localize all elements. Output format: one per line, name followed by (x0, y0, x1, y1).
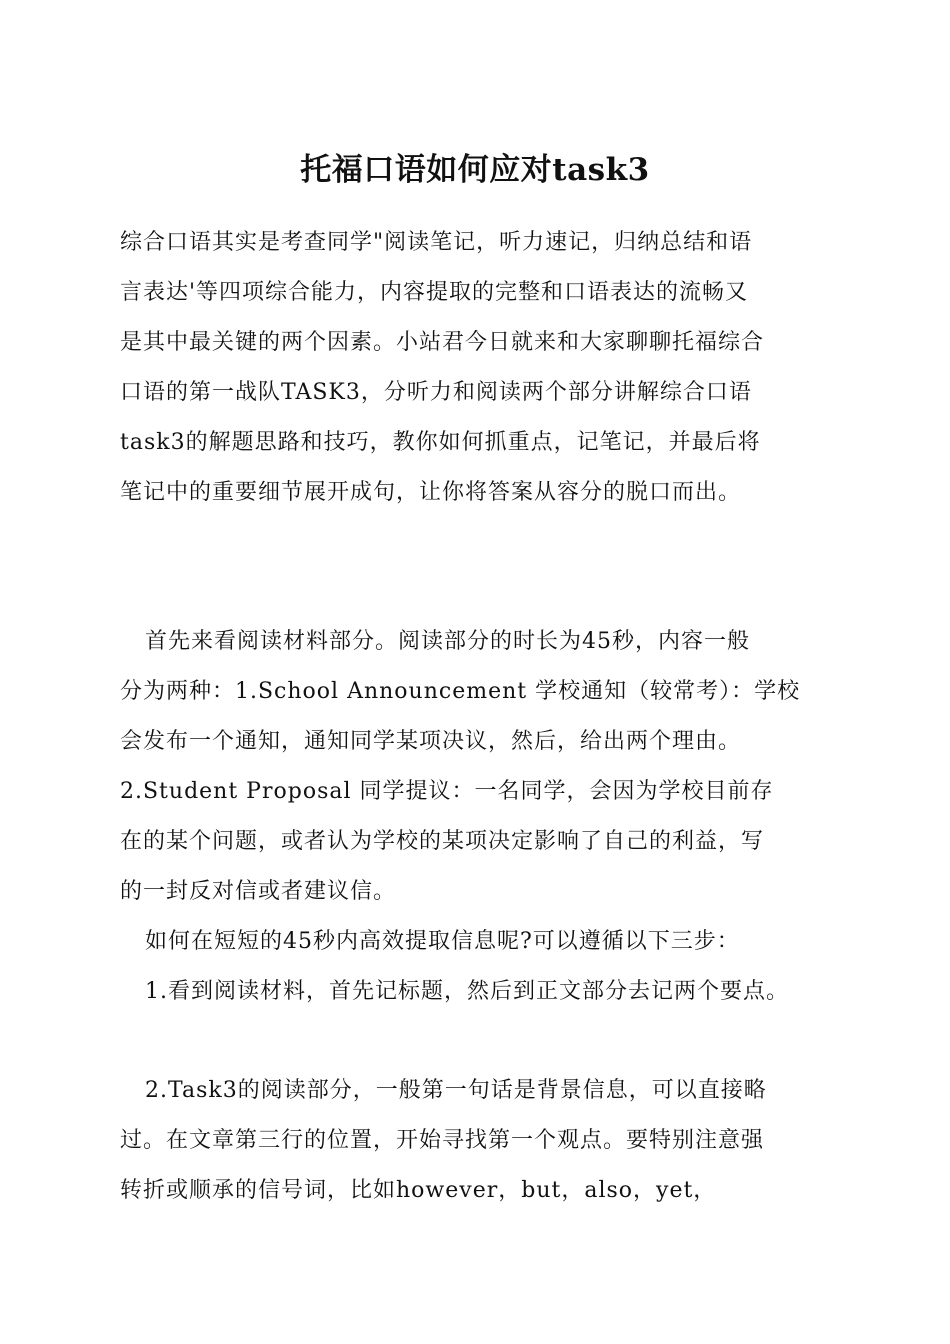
intro-paragraph (120, 218, 840, 518)
intro-line: 口语的第一战队TASK3，分听力和阅读两个部分讲解综合口语 (120, 380, 752, 405)
reading-line: 首先来看阅读材料部分。阅读部分的时长为45秒，内容一般 (145, 629, 750, 654)
reading-line: 的一封反对信或者建议信。 (120, 879, 397, 904)
reading-line: 如何在短短的45秒内高效提取信息呢?可以遵循以下三步： (145, 929, 740, 954)
intro-line: task3的解题思路和技巧，教你如何抓重点，记笔记，并最后将 (120, 430, 761, 455)
reading-section-paragraph (120, 617, 840, 1017)
step-2-line: 过。在文章第三行的位置，开始寻找第一个观点。要特别注意强 (120, 1128, 765, 1153)
reading-line: 在的某个问题，或者认为学校的某项决定影响了自己的利益，写 (120, 829, 765, 854)
reading-line: 2.Student Proposal 同学提议：一名同学，会因为学校目前存 (120, 779, 774, 804)
step-2-line: 转折或顺承的信号词，比如however，but，also，yet， (120, 1178, 717, 1203)
intro-line: 是其中最关键的两个因素。小站君今日就来和大家聊聊托福综合 (120, 330, 765, 355)
step-1-line: 1.看到阅读材料，首先记标题，然后到正文部分去记两个要点。 (145, 979, 789, 1004)
intro-line: 笔记中的重要细节展开成句，让你将答案从容分的脱口而出。 (120, 480, 742, 505)
document-title: 托福口语如何应对task3 (300, 152, 650, 188)
intro-line: 言表达'等四项综合能力，内容提取的完整和口语表达的流畅又 (120, 280, 749, 305)
intro-line: 综合口语其实是考查同学"阅读笔记，听力速记，归纳总结和语 (120, 230, 753, 255)
reading-line: 会发布一个通知，通知同学某项决议，然后，给出两个理由。 (120, 729, 742, 754)
step-2-paragraph (120, 1066, 840, 1216)
step-2-line: 2.Task3的阅读部分，一般第一句话是背景信息，可以直接略 (145, 1078, 767, 1103)
reading-line: 分为两种：1.School Announcement 学校通知（较常考）：学校 (120, 679, 801, 704)
